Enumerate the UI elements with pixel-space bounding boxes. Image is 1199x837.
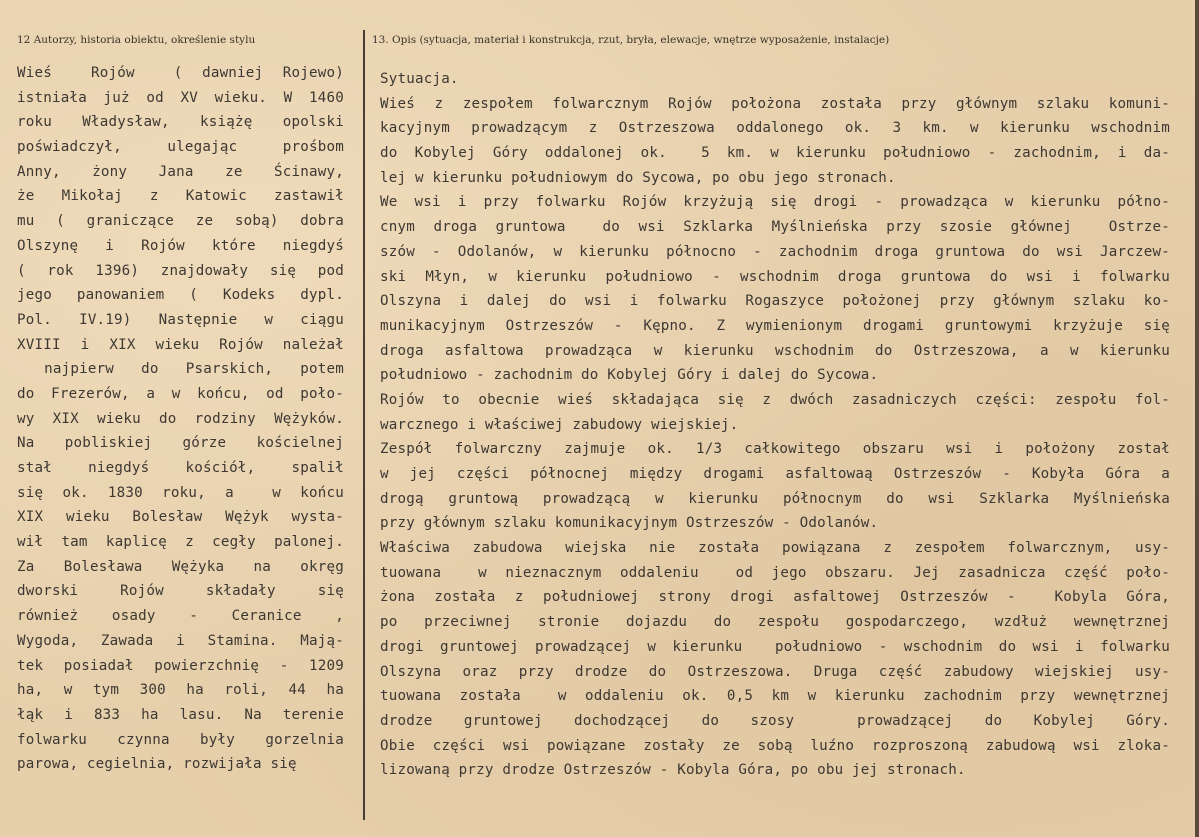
text-line: dworski Rojów składały się xyxy=(17,583,344,600)
text-line: droga asfaltowa prowadząca w kierunku wschodnim do Ostrzeszowa, a w kierunku xyxy=(380,342,1170,359)
text-line: Za Bolesława Wężyka na okręg xyxy=(17,558,344,575)
text-line: najpierw do Psarskich, potem xyxy=(17,361,344,378)
column-divider xyxy=(363,30,365,820)
text-line: Wygoda, Zawada i Stamina. Mają- xyxy=(17,632,344,649)
text-line: lej w kierunku południowym do Sycowa, po obu jego stronach. xyxy=(380,169,896,186)
description-text-column xyxy=(380,67,1170,783)
text-line: Wieś Rojów ( dawniej Rojewo) xyxy=(17,65,344,81)
section-13-header: 13. Opis (sytuacja, materiał i konstrukcja, rzut, bryła, elewacje, wnętrze wyposażenie, instalacje) xyxy=(372,34,890,46)
section-heading: Sytuacja. xyxy=(380,71,459,87)
text-line: szów - Odolanów, w kierunku północno - zachodnim droga gruntowa do wsi Jarczew- xyxy=(380,243,1170,260)
section-12-header: 12 Autorzy, historia obiektu, określenie stylu xyxy=(17,34,256,46)
text-line: Pol. IV.19) Następnie w ciągu xyxy=(17,311,344,328)
text-line: Olszynę i Rojów które niegdyś xyxy=(17,237,344,254)
text-line: Na pobliskiej górze kościelnej xyxy=(17,435,344,452)
text-line: przy głównym szlaku komunikacyjnym Ostrzeszów - Odolanów. xyxy=(380,515,879,532)
page-edge xyxy=(1195,0,1199,837)
text-line: w jej części północnej między drogami asfaltowaą Ostrzeszów - Kobyła Góra a xyxy=(380,466,1170,482)
text-line: roku Władysław, książę opolski xyxy=(17,114,344,131)
text-line: południowo - zachodnim do Kobylej Góry i dalej do Sycowa. xyxy=(380,367,879,384)
text-line: po przeciwnej stronie dojazdu do zespołu gospodarczego, wzdłuż wewnętrznej xyxy=(380,614,1170,631)
text-line: tek posiadał powierzchnię - 1209 xyxy=(17,657,344,674)
text-line: Wieś z zespołem folwarcznym Rojów położona została przy głównym szlaku komuni- xyxy=(380,95,1170,112)
text-line: ( rok 1396) znajdowały się pod xyxy=(17,262,344,279)
text-line: XVIII i XIX wieku Rojów należał xyxy=(17,336,344,353)
text-line: Rojów to obecnie wieś składająca się z dwóch zasadniczych części: zespołu fol- xyxy=(380,391,1170,408)
text-line: tuowana w nieznacznym oddaleniu od jego obszaru. Jej zasadnicza część poło- xyxy=(380,564,1170,581)
text-line: wy XIX wieku do rodziny Wężyków. xyxy=(17,410,344,427)
text-line: drogą gruntową prowadzącą w kierunku północnym do wsi Szklarka Myślnieńska xyxy=(380,490,1170,507)
text-line: We wsi i przy folwarku Rojów krzyżują się drogi - prowadząca w kierunku półno- xyxy=(380,194,1170,211)
text-line: munikacyjnym Ostrzeszów - Kępno. Z wymienionym drogami gruntowymi krzyżuje się xyxy=(380,317,1170,334)
text-line: również osady - Ceranice , xyxy=(17,608,344,625)
text-line: Olszyna oraz przy drodze do Ostrzeszowa. Druga część zabudowy wiejskiej usy- xyxy=(380,663,1170,680)
text-line: ha, w tym 300 ha roli, 44 ha xyxy=(17,682,344,699)
text-line: ski Młyn, w kierunku południowo - wschodnim droga gruntowa do wsi i folwarku xyxy=(380,268,1170,285)
text-line: Zespół folwarczny zajmuje ok. 1/3 całkowitego obszaru wsi i położony został xyxy=(380,441,1170,458)
text-line: że Mikołaj z Katowic zastawił xyxy=(17,188,344,205)
text-line: żona została z południowej strony drogi asfaltowej Ostrzeszów - Kobyla Góra, xyxy=(380,589,1170,606)
text-line: Obie części wsi powiązane zostały ze sobą luźno rozproszoną zabudową wsi zloka- xyxy=(380,737,1170,754)
text-line: tuowana została w oddaleniu ok. 0,5 km w kierunku zachodnim przy wewnętrznej xyxy=(380,688,1170,705)
text-line: mu ( graniczące ze sobą) dobra xyxy=(17,213,344,230)
text-line: wił tam kaplicę z cegły palonej. xyxy=(17,534,344,551)
text-line: XIX wieku Bolesław Wężyk wysta- xyxy=(17,509,344,526)
text-line: jego panowaniem ( Kodeks dypl. xyxy=(17,287,344,304)
text-line: drogi gruntowej prowadzącej w kierunku południowo - wschodnim do wsi i folwarku xyxy=(380,638,1170,655)
text-line: Właściwa zabudowa wiejska nie została powiązana z zespołem folwarcznym, usy- xyxy=(380,540,1170,557)
text-line: folwarku czynna były gorzelnia xyxy=(17,731,344,748)
text-line: Olszyna i dalej do wsi i folwarku Rogaszyce położonej przy głównym szlaku ko- xyxy=(380,293,1170,310)
text-line: łąk i 833 ha lasu. Na terenie xyxy=(17,706,344,723)
text-line: cnym droga gruntowa do wsi Szklarka Myślnieńska przy szosie głównej Ostrze- xyxy=(380,219,1170,236)
text-line: do Kobylej Góry oddalonej ok. 5 km. w kierunku południowo - zachodnim, i da- xyxy=(380,145,1170,162)
text-line: Anny, żony Jana ze Ścinawy, xyxy=(17,163,344,180)
history-text-column xyxy=(17,61,344,777)
text-line: poświadczył, ulegając prośbom xyxy=(17,139,344,156)
text-line: się ok. 1830 roku, a w końcu xyxy=(17,484,344,501)
text-line: do Frezerów, a w końcu, od poło- xyxy=(17,385,344,402)
text-line: parowa, cegielnia, rozwijała się xyxy=(17,756,297,773)
text-line: kacyjnym prowadzącym z Ostrzeszowa oddalonego ok. 3 km. w kierunku wschodnim xyxy=(380,120,1170,137)
text-line: istniała już od XV wieku. W 1460 xyxy=(17,89,344,106)
text-line: stał niegdyś kościół, spalił xyxy=(17,460,344,476)
text-line: drodze gruntowej dochodzącej do szosy prowadzącej do Kobylej Góry. xyxy=(380,712,1170,729)
text-line: lizowaną przy drodze Ostrzeszów - Kobyla Góra, po obu jej stronach. xyxy=(380,762,966,779)
text-line: warcznego i właściwej zabudowy wiejskiej. xyxy=(380,416,739,433)
